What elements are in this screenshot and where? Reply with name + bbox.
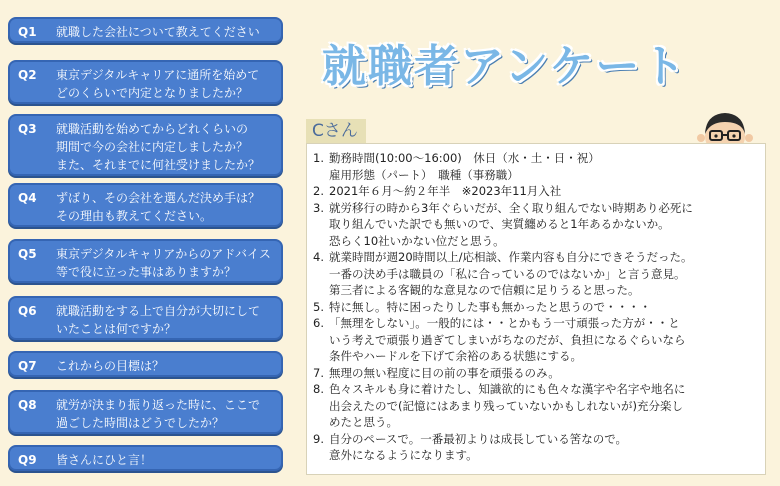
answer-text: 無理の無い程度に目の前の事を頑張るのみ。: [329, 365, 560, 380]
answer-item: [313, 249, 763, 299]
question-text: 皆さんにひと言！: [56, 453, 153, 467]
question-text: 就職活動を始めてからどれくらいの 期間で今の会社に内定しましたか？ また、それまでに何社受けましたか？: [56, 122, 261, 172]
question-button-q9[interactable]: [8, 445, 283, 471]
question-text: 就職した会社について教えてください: [56, 25, 260, 39]
answer-number: 2.: [313, 184, 324, 198]
question-button-q2[interactable]: [8, 60, 283, 104]
question-text: 東京デジタルキャリアに通所を始めて どのくらいで内定となりましたか？: [56, 68, 260, 100]
answer-item: [313, 183, 763, 200]
question-button-q5[interactable]: [8, 239, 283, 283]
question-number: Q2: [18, 68, 37, 82]
page-title: 就職者アンケート: [322, 41, 688, 92]
question-number: Q9: [18, 453, 37, 467]
question-text: ずばり、その会社を選んだ決め手は？ その理由も教えてください。: [56, 191, 261, 223]
answer-item: [313, 365, 763, 382]
answer-item: [313, 299, 763, 316]
answer-text: 特に無し。特に困ったりした事も無かったと思うので・・・・: [329, 299, 651, 314]
answer-item: [313, 150, 763, 183]
answer-item: [313, 315, 763, 365]
answer-number: 6.: [313, 316, 324, 330]
question-text: 東京デジタルキャリアからのアドバイス 等で役に立った事はありますか？: [56, 247, 271, 279]
question-number: Q4: [18, 191, 37, 205]
answer-item: [313, 381, 763, 431]
answer-item: [313, 200, 763, 250]
question-button-q1[interactable]: [8, 17, 283, 43]
question-text: これからの目標は？: [56, 359, 165, 373]
answers-panel: [306, 143, 766, 475]
answer-number: 3.: [313, 200, 324, 215]
answer-number: 4.: [313, 250, 324, 264]
question-number: Q1: [18, 25, 37, 39]
question-number: Q7: [18, 359, 37, 373]
person-label: Cさん: [306, 119, 366, 143]
answer-item: [313, 431, 763, 464]
answer-text: 就労移行の時から3年ぐらいだが、全く取り組んでない時期あり必死に 取り組んでいた訳でも無いので、実質纏めると1年あるかないか。 恐らく10社いかない位だと思う。: [329, 200, 693, 248]
answer-number: 5.: [313, 299, 324, 314]
question-text: 就労が決まり振り返った時に、ここで 過ごした時間はどうでしたか？: [56, 398, 261, 430]
answer-number: 7.: [313, 365, 324, 380]
question-number: Q5: [18, 247, 37, 261]
answer-number: 9.: [313, 431, 324, 446]
question-button-q3[interactable]: [8, 114, 283, 176]
answer-number: 8.: [313, 382, 324, 396]
answer-text: 色々スキルも身に着けたし、知識欲的にも色々な漢字や名字や地名に 出会えたので(記憶にはあまり残っていないかもしれないが)充分楽し めたと思う。: [329, 382, 686, 429]
question-text: 就職活動をする上で自分が大切にして いたことは何ですか？: [56, 304, 261, 336]
question-button-q8[interactable]: [8, 390, 283, 434]
question-number: Q3: [18, 122, 37, 136]
answer-text: 就業時間が週20時間以上/応相談、作業内容も自分にできそうだった。 一番の決め手は職員の「私に合っているのではないか」と言う意見。 第三者による客観的な意見なので信頼に足りうると思った。: [329, 250, 693, 297]
answer-text: 自分のペースで。一番最初よりは成長している筈なので。 意外になるようになります。: [329, 431, 627, 462]
question-list: [4, 0, 286, 486]
answer-text: 2021年６月〜約２年半 ※2023年11月入社: [329, 184, 562, 198]
question-button-q4[interactable]: [8, 183, 283, 227]
question-number: Q8: [18, 398, 37, 412]
question-button-q7[interactable]: [8, 351, 283, 377]
answer-text: 「無理をしない」。一般的には・・とかもう一寸頑張った方が・・と いう考えで頑張り過ぎてしまいがちなのだが、負担になるぐらいなら 条件やハードルを下げて余裕のある状態にする。: [329, 316, 686, 363]
answer-text: 勤務時間(10:00〜16:00) 休日（水・土・日・祝） 雇用形態（パート） 職種（事務職）: [329, 151, 600, 182]
question-number: Q6: [18, 304, 37, 318]
answer-list: [313, 150, 763, 464]
question-button-q6[interactable]: [8, 296, 283, 340]
answer-number: 1.: [313, 151, 324, 165]
